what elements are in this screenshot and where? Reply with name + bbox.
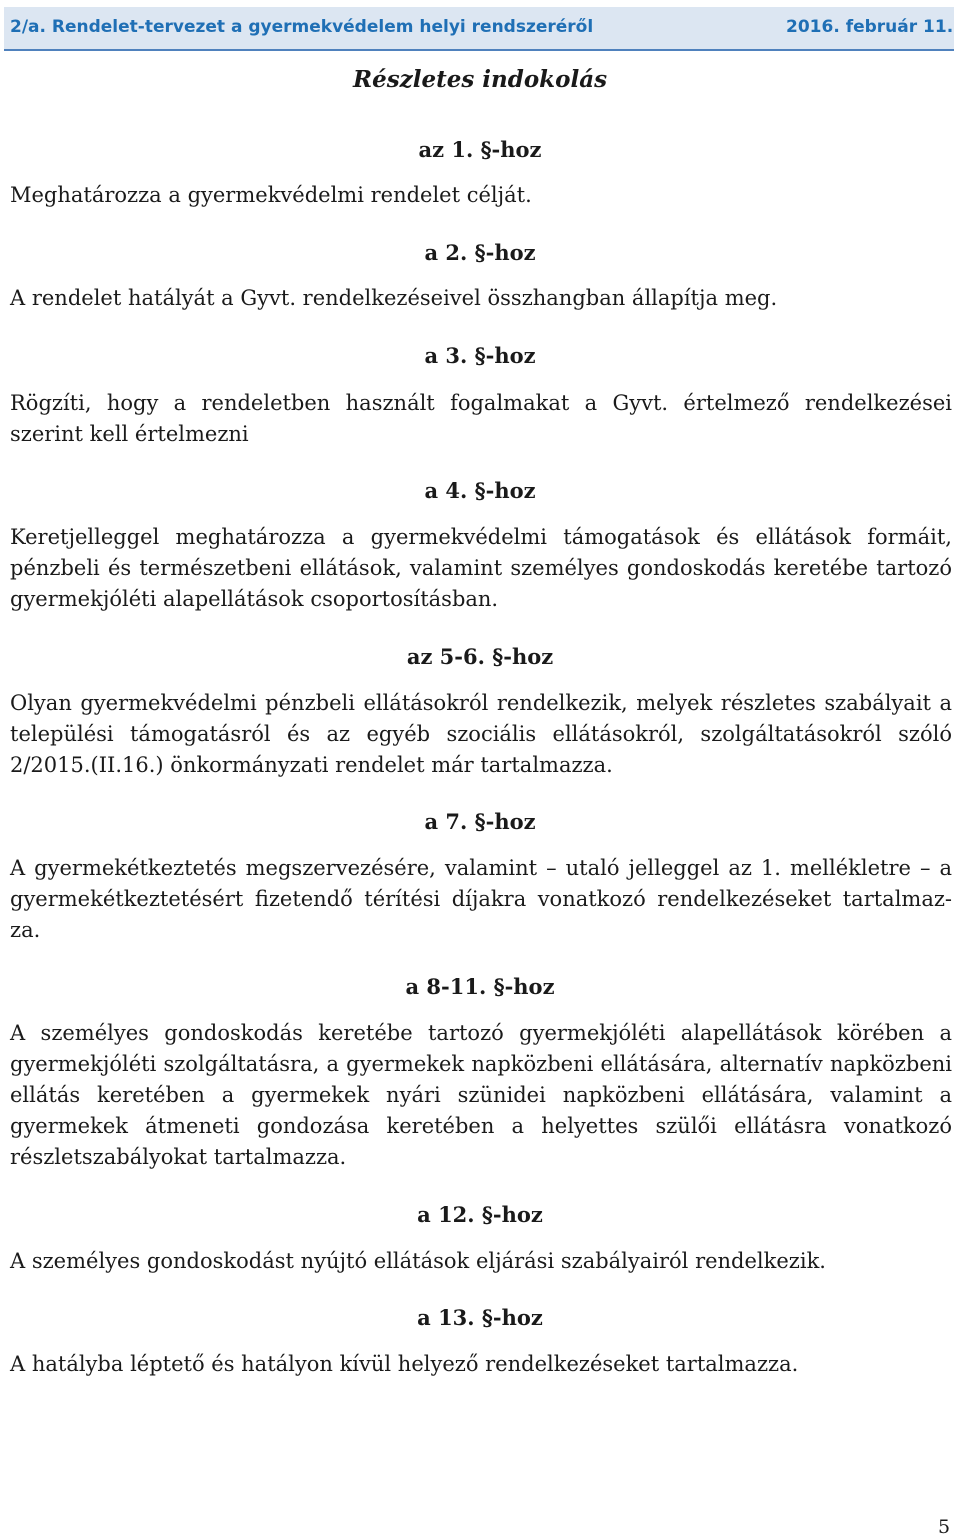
section-text: A személyes gondoskodás keretébe tartozó gyermekjóléti alapellátások körében a gyermekjóléti szolgáltatásra, a gyermekek napközbeni ellátására, alternatív napközbeni ellátás keretében a gyermekek nyári szünidei napközbeni ellátására, valamint a gyermekek átmeneti gondozása keretében a helyettes szülői ellátásra vonatkozó részletszabályokat tartalmazza. <box>10 1021 952 1169</box>
section-text: A gyermekétkeztetés megszervezésére, valamint – utaló jelleggel az 1. mellékletre – a gyermekétkeztetésért fizetendő térítési díjakra vonatkozó rendelkezéseket tartalmaz-za. <box>10 856 952 942</box>
section-heading: az 1. §-hoz <box>418 137 542 162</box>
section-text: Meghatározza a gyermekvédelmi rendelet célját. <box>10 183 532 207</box>
section-heading: a 7. §-hoz <box>424 809 536 834</box>
page-number: 5 <box>938 1516 951 1538</box>
section-heading: a 12. §-hoz <box>417 1202 543 1227</box>
page-header <box>4 7 954 51</box>
section-text: A hatályba léptető és hatályon kívül helyező rendelkezéseket tartalmazza. <box>10 1352 799 1376</box>
section-text: Rögzíti, hogy a rendeletben használt fogalmakat a Gyvt. értelmező rendelkezései szerint kell értelmezni <box>10 391 952 446</box>
section-heading: a 8-11. §-hoz <box>405 974 555 999</box>
section-text: Keretjelleggel meghatározza a gyermekvédelmi támogatások és ellátások formáit, pénzbeli és természetbeni ellátások, valamint személyes gondoskodás keretébe tartozó gyermekjóléti alapellátások csoportosításban. <box>10 525 952 611</box>
header-title: 2/a. Rendelet-tervezet a gyermekvédelem helyi rendszeréről <box>10 17 594 37</box>
section-heading: a 13. §-hoz <box>417 1305 543 1330</box>
section-heading: a 2. §-hoz <box>424 240 536 265</box>
document-title: Részletes indokolás <box>352 66 608 93</box>
section-text: A személyes gondoskodást nyújtó ellátások eljárási szabályairól rendelkezik. <box>10 1249 826 1273</box>
section-text: Olyan gyermekvédelmi pénzbeli ellátásokról rendelkezik, melyek részletes szabályait a települési támogatásról és az egyéb szociális ellátásokról, szolgáltatásokról szóló 2/2015.(II.16.) önkormányzati rendelet már tartalmazza. <box>10 691 952 777</box>
section-text: A rendelet hatályát a Gyvt. rendelkezéseivel összhangban állapítja meg. <box>10 286 778 310</box>
section-heading: a 3. §-hoz <box>424 343 536 368</box>
section-heading: a 4. §-hoz <box>424 478 536 503</box>
header-date: 2016. február 11. <box>786 17 954 37</box>
section-heading: az 5-6. §-hoz <box>406 644 554 669</box>
